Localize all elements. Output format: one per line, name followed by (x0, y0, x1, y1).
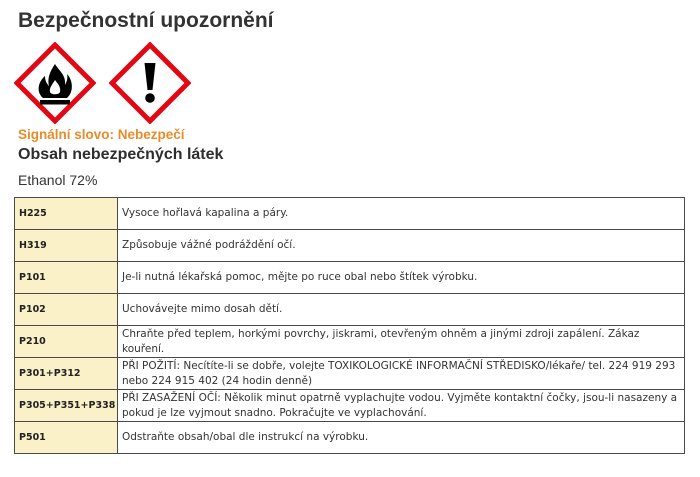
statement-text: Vysoce hořlavá kapalina a páry. (118, 198, 685, 230)
table-row (15, 262, 685, 294)
table-row (15, 198, 685, 230)
statement-text: Odstraňte obsah/obal dle instrukcí na výrobku. (118, 422, 685, 454)
ghs07-exclamation-mark-icon (109, 42, 191, 124)
substance-label: Ethanol 72% (18, 172, 98, 188)
page-title: Bezpečnostní upozornění (18, 9, 274, 32)
statement-code: P501 (15, 422, 118, 454)
signal-word: Signální slovo: Nebezpečí (18, 127, 185, 142)
ghs02-flame-icon (14, 42, 96, 124)
statement-text: PŘI POŽITÍ: Necítíte-li se dobře, volejte TOXIKOLOGICKÉ INFORMAČNÍ STŘEDISKO/lékaře/ tel. 224 919 293 nebo 224 915 402 (24 hodin denně) (118, 358, 685, 390)
table-row (15, 230, 685, 262)
statement-code: P305+P351+P338 (15, 390, 118, 422)
statement-code: P210 (15, 326, 118, 358)
table-row (15, 326, 685, 358)
statement-code: P301+P312 (15, 358, 118, 390)
statement-text: Uchovávejte mimo dosah dětí. (118, 294, 685, 326)
statement-code: P102 (15, 294, 118, 326)
table-row (15, 390, 685, 422)
hazard-statements-table (14, 197, 685, 454)
statement-text: PŘI ZASAŽENÍ OČÍ: Několik minut opatrně vyplachujte vodou. Vyjměte kontaktní čočky, jsou-li nasazeny a pokud je lze vyjmout snadno. Pokračujte ve vyplachování. (118, 390, 685, 422)
statement-text: Je-li nutná lékařská pomoc, mějte po ruce obal nebo štítek výrobku. (118, 262, 685, 294)
hazardous-contents-heading: Obsah nebezpečných látek (18, 146, 224, 163)
statement-code: H225 (15, 198, 118, 230)
statement-text: Způsobuje vážné podráždění očí. (118, 230, 685, 262)
table-row (15, 358, 685, 390)
statement-code: H319 (15, 230, 118, 262)
statement-code: P101 (15, 262, 118, 294)
statement-text: Chraňte před teplem, horkými povrchy, jiskrami, otevřeným ohněm a jinými zdroji zapálení. Zákaz kouření. (118, 326, 685, 358)
table-row (15, 294, 685, 326)
table-row (15, 422, 685, 454)
